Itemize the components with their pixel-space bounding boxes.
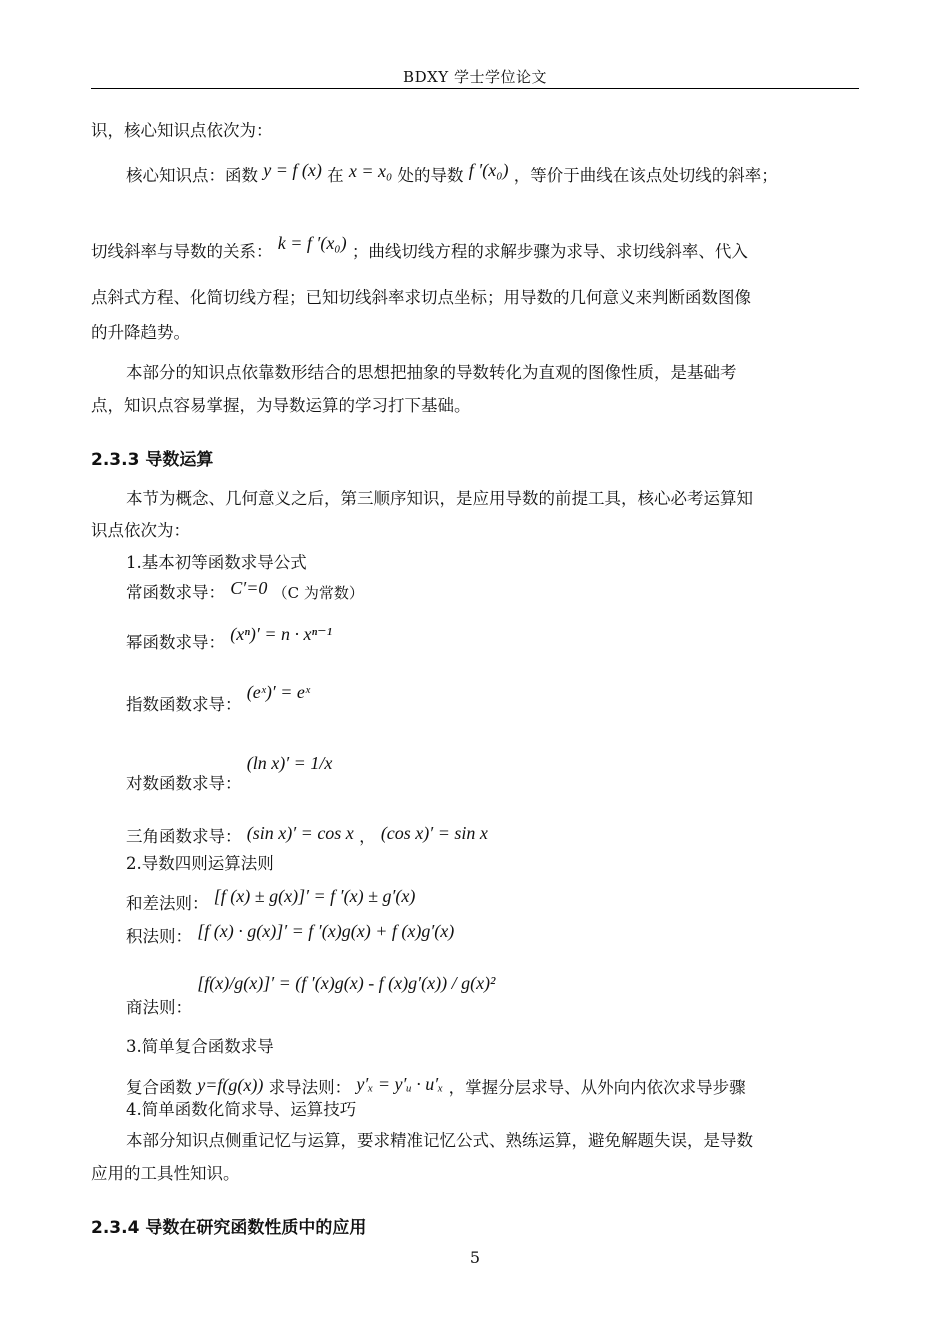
separator: ， <box>359 827 376 846</box>
rule-label: 对数函数求导： <box>126 774 242 793</box>
equation-exp-derivative: (eˣ)′ = eˣ <box>246 682 310 702</box>
list-item-3: 3.简单复合函数求导 <box>126 1037 274 1056</box>
text-segment: 在 <box>327 166 344 185</box>
equation-quotient-rule: [f(x)/g(x)]′ = (f ′(x)g(x) - f (x)g′(x)) / g(x)² <box>197 973 496 993</box>
text-segment: 求导法则： <box>268 1078 352 1097</box>
sum-rule-line <box>126 886 416 914</box>
equation-derivative-x0: f ′(x₀) <box>468 160 509 180</box>
rule-label: 和差法则： <box>126 894 209 913</box>
text-segment: 核心知识点：函数 <box>126 166 258 185</box>
paragraph-line: 点斜式方程、化简切线方程；已知切线斜率求切点坐标；用导数的几何意义来判断函数图像 <box>91 288 751 307</box>
equation-composite-function: y=f(g(x)) <box>197 1075 264 1095</box>
equation-log-derivative: (ln x)′ = 1/x <box>246 753 333 773</box>
text-segment: ，掌握分层求导、从外向内依次求导步骤 <box>448 1078 746 1097</box>
trig-rule-line <box>126 823 488 847</box>
section-heading-2-3-4: 2.3.4 导数在研究函数性质中的应用 <box>91 1218 367 1238</box>
rule-label: 三角函数求导： <box>126 827 242 846</box>
quotient-rule-line <box>126 973 496 1018</box>
equation-product-rule: [f (x) · g(x)]′ = f ′(x)g(x) + f (x)g′(x) <box>197 921 455 941</box>
header-rule <box>91 88 859 89</box>
equation-cos-derivative: (cos x)′ = sin x <box>380 823 488 843</box>
section-heading-2-3-3: 2.3.3 导数运算 <box>91 450 214 470</box>
exp-rule-line <box>126 682 310 715</box>
rule-label: 积法则： <box>126 927 192 946</box>
rule-label: 幂函数求导： <box>126 633 225 652</box>
text-segment: ，等价于曲线在该点处切线的斜率； <box>513 166 778 185</box>
text-segment: 切线斜率与导数的关系： <box>91 242 273 261</box>
text-segment: 复合函数 <box>126 1078 192 1097</box>
const-rule-line <box>126 578 364 603</box>
equation-x-x0: x = x₀ <box>348 161 393 181</box>
equation-sin-derivative: (sin x)′ = cos x <box>246 823 354 843</box>
paragraph-line: 本部分知识点侧重记忆与运算，要求精准记忆公式、熟练运算，避免解题失误，是导数 <box>126 1131 753 1150</box>
rule-note: （C 为常数） <box>272 584 364 602</box>
paragraph-line: 点，知识点容易掌握，为导数运算的学习打下基础。 <box>91 396 471 415</box>
equation-power-derivative: (xⁿ)′ = n · xⁿ⁻¹ <box>230 624 333 644</box>
paragraph-line: 识点依次为： <box>91 521 190 540</box>
page-number: 5 <box>469 1248 481 1267</box>
core-points-line1 <box>126 160 778 186</box>
equation-constant-derivative: C′=0 <box>230 578 268 598</box>
log-rule-line <box>126 753 333 794</box>
slope-relation-line <box>91 233 748 262</box>
text-segment: 处的导数 <box>397 166 464 185</box>
paragraph-line: 本节为概念、几何意义之后，第三顺序知识，是应用导数的前提工具，核心必考运算知 <box>126 489 753 508</box>
equation-sum-rule: [f (x) ± g(x)]′ = f ′(x) ± g′(x) <box>213 886 416 906</box>
list-item-1: 1.基本初等函数求导公式 <box>126 553 307 572</box>
paragraph-line: 应用的工具性知识。 <box>91 1164 240 1183</box>
paragraph-line: 的升降趋势。 <box>91 323 190 342</box>
list-item-2: 2.导数四则运算法则 <box>126 854 274 873</box>
equation-k-fprime: k = f ′(x₀) <box>277 233 347 253</box>
running-header: BDXY 学士学位论文 <box>403 68 547 86</box>
rule-label: 商法则： <box>126 998 192 1017</box>
composite-rule-line <box>126 1074 746 1098</box>
continuation-line: 识，核心知识点依次为： <box>91 121 273 140</box>
rule-label: 常函数求导： <box>126 583 225 602</box>
text-segment: ；曲线切线方程的求解步骤为求导、求切线斜率、代入 <box>351 242 748 261</box>
power-rule-line <box>126 624 333 653</box>
equation-y-fx: y = f (x) <box>263 160 322 180</box>
product-rule-line <box>126 921 455 947</box>
list-item-4: 4.简单函数化简求导、运算技巧 <box>126 1100 357 1119</box>
paragraph-line: 本部分的知识点依靠数形结合的思想把抽象的导数转化为直观的图像性质，是基础考 <box>126 363 737 382</box>
equation-chain-rule: y′ₓ = y′ᵤ · u′ₓ <box>356 1074 444 1094</box>
rule-label: 指数函数求导： <box>126 695 242 714</box>
